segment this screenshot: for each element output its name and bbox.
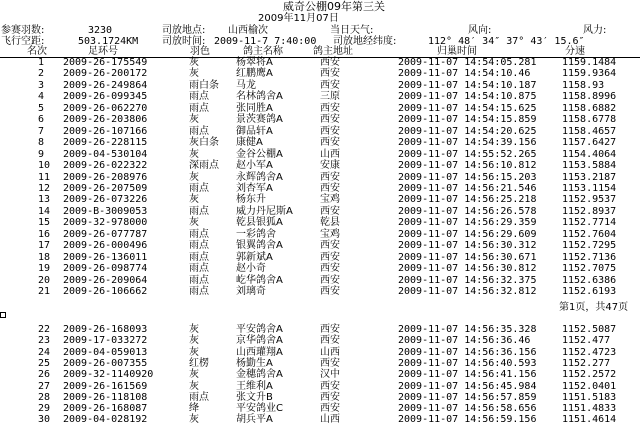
- cell-arrival-time: 2009-11-07 14:54:15.859: [398, 114, 537, 126]
- cell-rank: 20: [38, 274, 51, 286]
- cell-owner-name: 杨翠将A: [236, 57, 273, 68]
- cell-speed: 1152.7714: [562, 217, 617, 229]
- cell-owner-name: 刘杏军A: [236, 182, 273, 194]
- cell-owner-address: 西安: [320, 68, 340, 80]
- cell-arrival-time: 2009-11-07 14:56:30.671: [398, 251, 537, 263]
- cell-arrival-time: 2009-11-07 14:56:35.328: [398, 324, 537, 335]
- cell-feather-color: 雨点: [189, 125, 209, 137]
- table-row: [0, 114, 640, 126]
- header-color: 羽色: [190, 46, 210, 57]
- header-arrival: 归巢时间: [437, 46, 477, 57]
- cell-ring-number: 2009-26-203806: [63, 114, 148, 126]
- cell-arrival-time: 2009-11-07 14:56:36.46: [398, 335, 531, 347]
- cell-ring-number: 2009-26-077787: [63, 228, 148, 240]
- table-row: [0, 240, 640, 252]
- cell-arrival-time: 2009-11-07 14:56:29.359: [398, 217, 537, 229]
- cell-owner-address: 西安: [320, 403, 340, 415]
- cell-rank: 3: [38, 79, 45, 91]
- release-place-label: 司放地点:: [162, 25, 206, 36]
- cell-speed: 1152.9537: [562, 194, 617, 206]
- cell-arrival-time: 2009-11-07 14:56:21.546: [398, 182, 537, 194]
- cell-owner-address: 宝鸡: [320, 228, 340, 240]
- cell-rank: 29: [38, 403, 51, 415]
- cell-ring-number: 2009-26-073226: [63, 194, 148, 206]
- table-row: [0, 149, 640, 161]
- cell-owner-address: 安康: [320, 160, 340, 172]
- cell-owner-name: 杨勤生A: [236, 357, 273, 369]
- cell-feather-color: 雨点: [189, 182, 209, 194]
- cell-owner-name: 威力丹尼斯A: [236, 205, 293, 217]
- cell-feather-color: 雨点: [189, 286, 209, 297]
- cell-ring-number: 2009-26-207509: [63, 182, 148, 194]
- cell-feather-color: 雨点: [189, 228, 209, 240]
- weather-label: 当日天气:: [330, 25, 374, 36]
- table-row: [0, 91, 640, 103]
- cell-ring-number: 2009-26-161569: [63, 380, 148, 392]
- cell-owner-address: 山西: [320, 346, 340, 358]
- cell-owner-name: 御品轩A: [236, 125, 273, 137]
- cell-owner-name: 屹华鸽舍A: [236, 274, 283, 286]
- cell-arrival-time: 2009-11-07 14:54:05.281: [398, 57, 537, 68]
- cell-owner-name: 金穗鸽舍A: [236, 369, 283, 381]
- cell-feather-color: 灰: [189, 217, 199, 229]
- cell-ring-number: 2009-26-228115: [63, 137, 148, 149]
- cell-rank: 22: [38, 324, 51, 335]
- table-row: [0, 217, 640, 229]
- table-row: [0, 347, 640, 359]
- cell-owner-name: 马龙: [236, 79, 256, 91]
- cell-owner-name: 平安鸽舍A: [236, 324, 283, 335]
- report-title: 威奇公棚09年第三关: [283, 0, 385, 13]
- cell-rank: 19: [38, 263, 51, 275]
- cell-speed: 1158.6778: [562, 114, 617, 126]
- cell-ring-number: 2009-26-136011: [63, 251, 148, 263]
- cell-rank: 17: [38, 240, 51, 252]
- table-row: [0, 103, 640, 115]
- cell-owner-name: 赵小奇: [236, 263, 266, 275]
- cell-owner-address: 三原: [320, 91, 340, 103]
- cell-owner-name: 康健A: [236, 137, 263, 149]
- cell-speed: 1152.0401: [562, 380, 617, 392]
- cell-ring-number: 2009-26-007355: [63, 357, 148, 369]
- cell-arrival-time: 2009-11-07 14:54:20.625: [398, 125, 537, 137]
- cell-rank: 25: [38, 357, 51, 369]
- cell-arrival-time: 2009-11-07 14:56:57.859: [398, 391, 537, 403]
- cell-speed: 1159.1484: [562, 57, 617, 68]
- cell-rank: 9: [38, 148, 45, 160]
- cell-ring-number: 2009-26-168087: [63, 403, 148, 415]
- cell-rank: 14: [38, 205, 51, 217]
- table-row: [0, 229, 640, 241]
- header-address: 鸽主地址: [313, 46, 353, 57]
- cell-speed: 1151.4614: [562, 414, 617, 426]
- cell-rank: 2: [38, 68, 45, 80]
- cell-feather-color: 雨白条: [189, 79, 219, 91]
- cell-feather-color: 雨点: [189, 205, 209, 217]
- cell-owner-name: 杨东升: [236, 194, 266, 206]
- cell-owner-name: 平安鸽业C: [236, 403, 283, 415]
- cell-ring-number: 2009-32-1140920: [63, 369, 154, 381]
- cell-ring-number: 2009-26-168093: [63, 324, 148, 335]
- cell-ring-number: 2009-26-022322: [63, 160, 148, 172]
- cell-ring-number: 2009-32-978000: [63, 217, 148, 229]
- cell-owner-address: 西安: [320, 205, 340, 217]
- cell-owner-name: 银翼鸽舍A: [236, 240, 283, 252]
- table-row: [0, 194, 640, 206]
- cell-owner-address: 西安: [320, 102, 340, 114]
- cell-feather-color: 雨点: [189, 263, 209, 275]
- cell-feather-color: 绛: [189, 403, 199, 415]
- cell-arrival-time: 2009-11-07 14:54:10.46: [398, 68, 531, 80]
- cell-rank: 28: [38, 391, 51, 403]
- cell-feather-color: 灰: [189, 57, 199, 68]
- cell-feather-color: 灰: [189, 335, 199, 347]
- cell-arrival-time: 2009-11-07 14:56:25.218: [398, 194, 537, 206]
- cell-arrival-time: 2009-11-07 14:56:32.812: [398, 286, 537, 297]
- cell-feather-color: 灰: [189, 171, 199, 183]
- cell-ring-number: 2009-04-059013: [63, 346, 148, 358]
- cell-arrival-time: 2009-11-07 14:56:30.312: [398, 240, 537, 252]
- cell-arrival-time: 2009-11-07 14:56:59.156: [398, 414, 537, 426]
- cell-owner-name: 郭新斌A: [236, 251, 273, 263]
- release-place-value: 山西榆次: [228, 25, 268, 36]
- table-row: [0, 286, 640, 298]
- table-row: [0, 252, 640, 264]
- report-date: 2009年11月07日: [258, 13, 339, 24]
- cell-rank: 23: [38, 335, 51, 347]
- cell-owner-address: 西安: [320, 286, 340, 297]
- cell-speed: 1152.6193: [562, 286, 617, 297]
- table-row: [0, 335, 640, 347]
- cell-ring-number: 2009-26-175549: [63, 57, 148, 68]
- cell-owner-address: 西安: [320, 182, 340, 194]
- cell-owner-name: 张文升B: [236, 391, 273, 403]
- cell-ring-number: 2009-26-099345: [63, 91, 148, 103]
- cell-rank: 27: [38, 380, 51, 392]
- cell-owner-address: 宝鸡: [320, 194, 340, 206]
- cell-ring-number: 2009-26-209064: [63, 274, 148, 286]
- cell-owner-address: 西安: [320, 240, 340, 252]
- cell-feather-color: 灰: [189, 346, 199, 358]
- cell-rank: 5: [38, 102, 45, 114]
- wind-power-label: 风力:: [583, 25, 607, 36]
- cell-owner-name: 王维利A: [236, 380, 273, 392]
- cell-feather-color: 雨点: [189, 240, 209, 252]
- table-row: [0, 68, 640, 80]
- cell-arrival-time: 2009-11-07 14:56:41.156: [398, 369, 537, 381]
- cell-speed: 1153.5884: [562, 160, 617, 172]
- cell-feather-color: 灰: [189, 369, 199, 381]
- cell-rank: 16: [38, 228, 51, 240]
- header-owner: 鸽主名称: [243, 46, 283, 57]
- cell-ring-number: 2009-26-118108: [63, 391, 148, 403]
- table-row: [0, 160, 640, 172]
- cell-owner-name: 张同胜A: [236, 102, 273, 114]
- cell-owner-name: 红鹏鹰A: [236, 68, 273, 80]
- cell-speed: 1158.8996: [562, 91, 617, 103]
- count-label: 参赛羽数:: [1, 25, 45, 36]
- cell-ring-number: 2009-26-098774: [63, 263, 148, 275]
- wind-direction-label: 风向:: [468, 25, 492, 36]
- cell-owner-address: 西安: [320, 274, 340, 286]
- table-row: [0, 126, 640, 138]
- cell-arrival-time: 2009-11-07 14:56:30.812: [398, 263, 537, 275]
- coords-value: 112° 48′ 34″ 37° 43′ 15.6″: [428, 36, 585, 47]
- cell-speed: 1152.7136: [562, 251, 617, 263]
- cell-rank: 21: [38, 286, 51, 297]
- cell-speed: 1153.1154: [562, 182, 617, 194]
- cell-rank: 18: [38, 251, 51, 263]
- cell-speed: 1152.2572: [562, 369, 617, 381]
- table-row: [0, 392, 640, 404]
- cell-ring-number: 2009-26-200172: [63, 68, 148, 80]
- cell-feather-color: 雨点: [189, 251, 209, 263]
- cell-owner-address: 西安: [320, 263, 340, 275]
- cell-rank: 7: [38, 125, 45, 137]
- cell-speed: 1152.8937: [562, 205, 617, 217]
- cell-feather-color: 灰: [189, 68, 199, 80]
- table-row: [0, 381, 640, 393]
- cell-owner-address: 西安: [320, 125, 340, 137]
- cell-arrival-time: 2009-11-07 14:54:15.625: [398, 102, 537, 114]
- cell-speed: 1152.7075: [562, 263, 617, 275]
- cell-speed: 1152.7604: [562, 228, 617, 240]
- cell-speed: 1152.4723: [562, 346, 617, 358]
- header-rank: 名次: [27, 46, 47, 57]
- page-footer: 第1页，共47页: [559, 302, 629, 313]
- cell-ring-number: 2009-17-033272: [63, 335, 148, 347]
- cell-speed: 1152.5087: [562, 324, 617, 335]
- cell-speed: 1151.4833: [562, 403, 617, 415]
- cell-ring-number: 2009-26-062270: [63, 102, 148, 114]
- cell-rank: 4: [38, 91, 45, 103]
- cell-arrival-time: 2009-11-07 14:54:10.875: [398, 91, 537, 103]
- cell-speed: 1151.5183: [562, 391, 617, 403]
- cell-owner-address: 乾县: [320, 217, 340, 229]
- cell-ring-number: 2009-26-208976: [63, 171, 148, 183]
- cell-feather-color: 灰: [189, 114, 199, 126]
- cell-rank: 30: [38, 414, 51, 426]
- header-ring: 足环号: [88, 46, 118, 57]
- cell-ring-number: 2009-26-106662: [63, 286, 148, 297]
- cell-owner-name: 金谷公棚A: [236, 148, 283, 160]
- cell-feather-color: 雨点: [189, 391, 209, 403]
- table-row: [0, 137, 640, 149]
- cell-rank: 12: [38, 182, 51, 194]
- cell-speed: 1159.9364: [562, 68, 617, 80]
- distance-label: 飞行空距:: [1, 36, 45, 47]
- cell-feather-color: 灰: [189, 414, 199, 426]
- cell-owner-name: 名林鸽舍A: [236, 91, 283, 103]
- cell-feather-color: 雨点: [189, 274, 209, 286]
- cell-owner-name: 景茨赛鸽A: [236, 114, 283, 126]
- cell-owner-address: 西安: [320, 137, 340, 149]
- cell-owner-address: 山西: [320, 148, 340, 160]
- cell-owner-address: 西安: [320, 79, 340, 91]
- cell-owner-address: 西安: [320, 335, 340, 347]
- cell-owner-address: 山西: [320, 414, 340, 426]
- cell-ring-number: 2009-26-000496: [63, 240, 148, 252]
- cell-feather-color: 灰: [189, 324, 199, 335]
- cell-speed: 1153.2187: [562, 171, 617, 183]
- cell-owner-name: 刘璃奇: [236, 286, 266, 297]
- cell-feather-color: 雨点: [189, 102, 209, 114]
- cell-rank: 6: [38, 114, 45, 126]
- table-row: [0, 275, 640, 287]
- cell-rank: 26: [38, 369, 51, 381]
- cell-owner-address: 西安: [320, 57, 340, 68]
- coords-label: 司放地经纬度:: [333, 36, 397, 47]
- cell-rank: 11: [38, 171, 51, 183]
- cell-owner-name: 山西瓘翔A: [236, 346, 283, 358]
- cell-owner-name: 京华鸽舍A: [236, 335, 283, 347]
- cell-rank: 13: [38, 194, 51, 206]
- cell-rank: 24: [38, 346, 51, 358]
- cell-feather-color: 灰: [189, 380, 199, 392]
- count-value: 3230: [88, 25, 113, 36]
- release-time-label: 司放时间:: [162, 36, 206, 47]
- cell-arrival-time: 2009-11-07 14:56:29.609: [398, 228, 537, 240]
- table-row: [0, 263, 640, 275]
- cell-arrival-time: 2009-11-07 14:54:39.156: [398, 137, 537, 149]
- cell-owner-name: 胡兵平A: [236, 414, 273, 426]
- cell-ring-number: 2009-04-028192: [63, 414, 148, 426]
- cell-owner-address: 西安: [320, 114, 340, 126]
- cell-owner-name: 一彩鸽舍: [236, 228, 276, 240]
- cell-owner-address: 西安: [320, 171, 340, 183]
- table-row: [0, 172, 640, 184]
- cell-arrival-time: 2009-11-07 14:56:36.156: [398, 346, 537, 358]
- cell-arrival-time: 2009-11-07 14:56:26.578: [398, 205, 537, 217]
- cell-arrival-time: 2009-11-07 14:55:52.265: [398, 148, 537, 160]
- page-break-marker: [0, 312, 6, 318]
- cell-ring-number: 2009-04-530104: [63, 148, 148, 160]
- cell-rank: 15: [38, 217, 51, 229]
- cell-rank: 10: [38, 160, 51, 172]
- cell-owner-address: 西安: [320, 324, 340, 335]
- cell-arrival-time: 2009-11-07 14:56:45.984: [398, 380, 537, 392]
- cell-arrival-time: 2009-11-07 14:56:40.593: [398, 357, 537, 369]
- cell-arrival-time: 2009-11-07 14:56:10.812: [398, 160, 537, 172]
- cell-feather-color: 红楞: [189, 357, 209, 369]
- cell-owner-address: 西安: [320, 380, 340, 392]
- cell-ring-number: 2009-B-3009053: [63, 205, 148, 217]
- cell-arrival-time: 2009-11-07 14:56:58.656: [398, 403, 537, 415]
- cell-rank: 8: [38, 137, 45, 149]
- cell-speed: 1158.93: [562, 79, 605, 91]
- cell-ring-number: 2009-26-107166: [63, 125, 148, 137]
- cell-feather-color: 灰: [189, 194, 199, 206]
- cell-speed: 1152.277: [562, 357, 611, 369]
- cell-owner-address: 西安: [320, 251, 340, 263]
- table-row: [0, 369, 640, 381]
- cell-arrival-time: 2009-11-07 14:56:15.203: [398, 171, 537, 183]
- cell-feather-color: 灰白条: [189, 137, 219, 149]
- cell-owner-address: 西安: [320, 391, 340, 403]
- cell-feather-color: 深雨点: [189, 160, 219, 172]
- cell-speed: 1152.7295: [562, 240, 617, 252]
- cell-arrival-time: 2009-11-07 14:54:10.187: [398, 79, 537, 91]
- cell-owner-address: 西安: [320, 357, 340, 369]
- cell-speed: 1158.6882: [562, 102, 617, 114]
- cell-speed: 1158.4657: [562, 125, 617, 137]
- header-speed: 分速: [565, 46, 585, 57]
- cell-arrival-time: 2009-11-07 14:56:32.375: [398, 274, 537, 286]
- cell-speed: 1152.6386: [562, 274, 617, 286]
- cell-ring-number: 2009-26-249864: [63, 79, 148, 91]
- cell-owner-name: 永辉鸽舍A: [236, 171, 283, 183]
- cell-feather-color: 雨点: [189, 91, 209, 103]
- cell-owner-name: 乾县银狐A: [236, 217, 283, 229]
- cell-speed: 1154.4064: [562, 148, 617, 160]
- cell-speed: 1157.6427: [562, 137, 617, 149]
- table-row: [0, 414, 640, 426]
- cell-owner-address: 汉中: [320, 369, 340, 381]
- cell-speed: 1152.477: [562, 335, 611, 347]
- cell-owner-name: 赵小军A: [236, 160, 273, 172]
- release-time-value: 2009-11-7 7:40:00: [214, 36, 317, 47]
- cell-rank: 1: [38, 57, 45, 68]
- cell-feather-color: 灰: [189, 148, 199, 160]
- distance-value: 503.1724KM: [78, 36, 139, 47]
